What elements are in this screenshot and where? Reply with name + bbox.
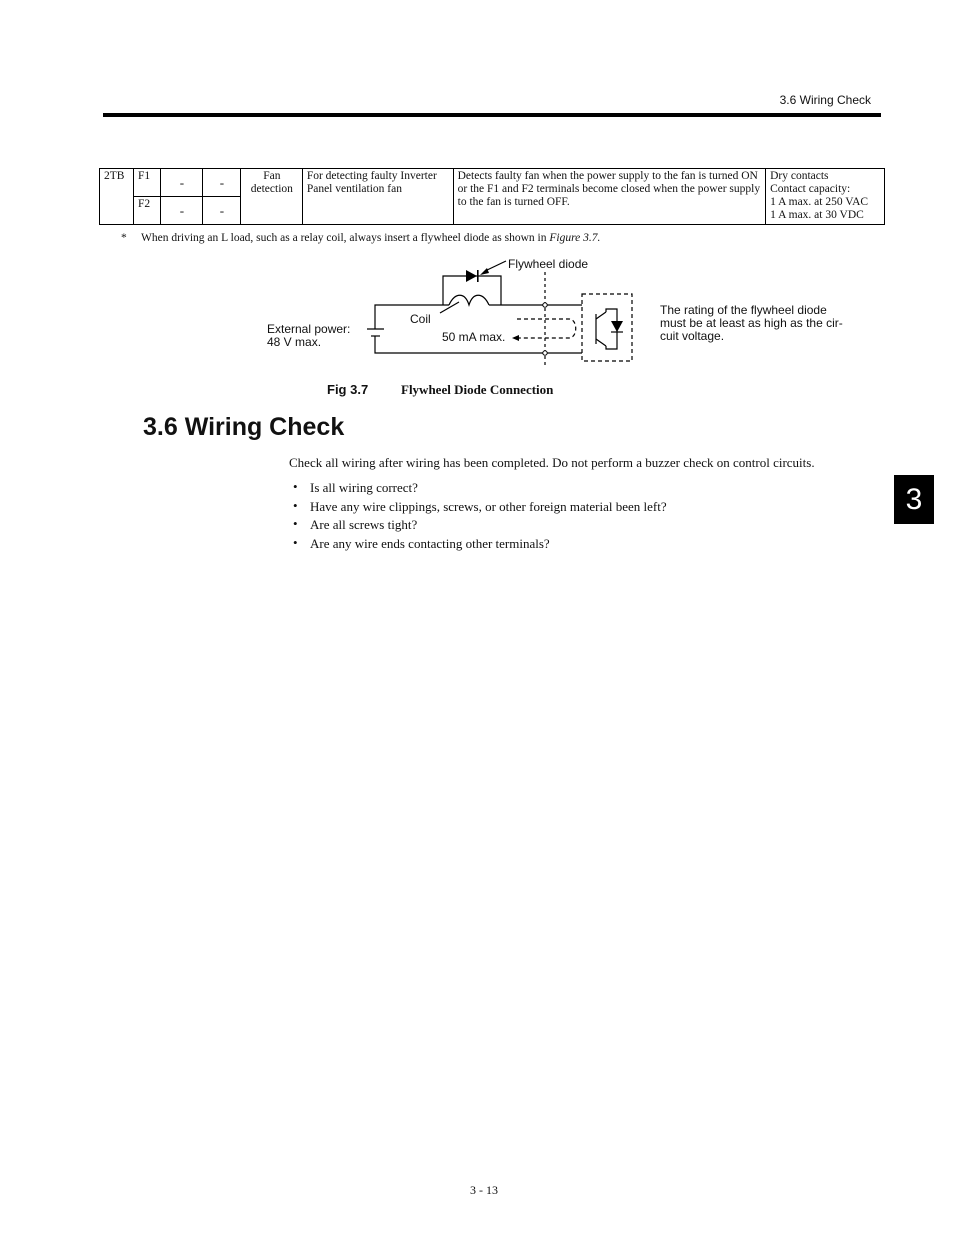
flywheel-diode-label: Flywheel diode (508, 257, 589, 271)
diode-rating-note (660, 304, 843, 343)
name-cell: For detecting faulty Inverter Panel ventilation fan (302, 169, 453, 225)
terminal-group-cell: 2TB (100, 169, 134, 225)
table-cell: - (160, 197, 202, 225)
signal-cell: Fan detection (240, 169, 302, 225)
table-cell: - (202, 197, 240, 225)
note-line: The rating of the flywheel diode (660, 303, 827, 317)
list-item (289, 517, 667, 536)
terminal-table (99, 168, 885, 225)
figure-number: Fig 3.7 (327, 382, 369, 397)
footnote (121, 232, 600, 244)
page-number: 3 - 13 (470, 1183, 498, 1197)
list-item-text: Are all screws tight? (310, 517, 418, 532)
internal-wiring (606, 309, 617, 349)
note-line: cuit voltage. (660, 329, 725, 343)
terminal-dot (543, 351, 547, 355)
list-item (289, 480, 667, 499)
bullet: • (293, 497, 298, 513)
note-line: must be at least as high as the cir- (660, 316, 843, 330)
spec-cell (766, 169, 885, 225)
list-item (289, 536, 667, 555)
spec-line: 1 A max. at 30 VDC (770, 209, 864, 221)
checklist (289, 480, 667, 554)
diode-leader-arrowhead (480, 268, 489, 275)
current-label: 50 mA max. (442, 330, 506, 344)
header-rule (103, 113, 881, 117)
section-title: 3.6 Wiring Check (143, 413, 345, 441)
running-head: 3.6 Wiring Check (779, 93, 871, 107)
list-item-text: Is all wiring correct? (310, 480, 418, 495)
bullet: • (293, 479, 298, 494)
figure-title: Flywheel Diode Connection (401, 382, 554, 397)
external-power-line: 48 V max. (267, 335, 322, 349)
spec-line: 1 A max. at 250 VAC (770, 196, 869, 208)
spec-line: Dry contacts (770, 170, 829, 182)
table-cell: - (160, 169, 202, 197)
section-intro: Check all wiring after wiring has been completed. Do not perform a buzzer check on control circuits. (289, 455, 815, 470)
flywheel-diode-circuit-diagram (250, 250, 650, 372)
external-power-label (267, 323, 350, 349)
current-arrowhead (512, 335, 519, 341)
footnote-text: When driving an L load, such as a relay coil, always insert a flywheel diode as shown in (141, 232, 550, 244)
flywheel-diode-symbol (466, 270, 477, 282)
function-cell: Detects faulty fan when the power supply to the fan is turned ON or the F1 and F2 terminals become closed when the power supply to the fan is turned OFF. (453, 169, 765, 225)
diode-leader (485, 261, 506, 271)
list-item (289, 499, 667, 518)
table-row (100, 169, 885, 197)
chapter-tab: 3 (894, 475, 934, 524)
output-module-box (582, 294, 632, 361)
current-path (517, 319, 576, 338)
footnote-mark: * (121, 232, 127, 244)
coil-label: Coil (410, 312, 431, 326)
external-power-line: External power: (267, 322, 351, 336)
list-item-text: Have any wire clippings, screws, or other foreign material been left? (310, 498, 667, 514)
transistor-emitter (596, 339, 606, 346)
flywheel-diode-bar (477, 270, 479, 282)
coil (449, 295, 489, 305)
bullet: • (293, 534, 298, 550)
terminal-cell: F1 (133, 169, 160, 197)
table-cell: - (202, 169, 240, 197)
spec-line: Contact capacity: (770, 183, 851, 195)
terminal-dot (543, 303, 547, 307)
list-item-text: Are any wire ends contacting other terminals? (310, 535, 550, 551)
terminal-cell: F2 (133, 197, 160, 225)
internal-diode-symbol (611, 321, 623, 332)
transistor-collector (596, 312, 606, 319)
footnote-figure-ref: Figure 3.7. (549, 232, 601, 244)
bullet: • (293, 516, 298, 531)
